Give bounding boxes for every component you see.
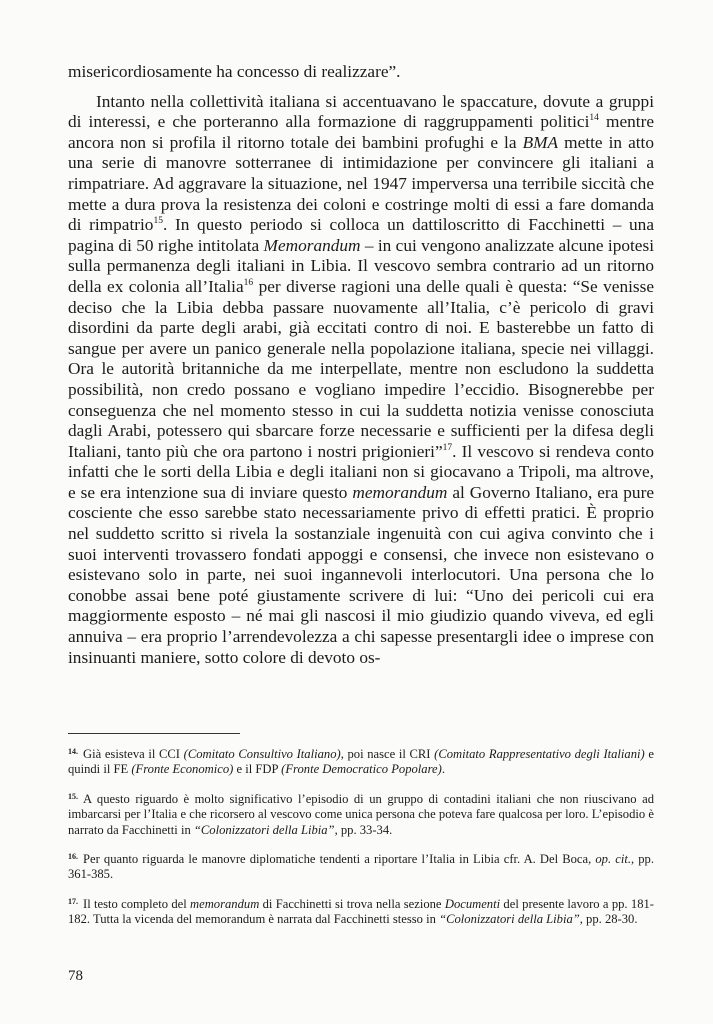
text-run: , poi nasce il CRI bbox=[340, 747, 435, 761]
text-run: mette in atto una serie di manovre sotterranee di intimidazione per convincere gli italiani a rimpatriare. Ad aggravare la situazione, nel 1947 imperversa una terribile siccità che mette a dura prova la resistenza dei coloni e costringe molti di essi a fare domanda di rimpatrio bbox=[68, 132, 654, 235]
text-italic: Documenti bbox=[444, 896, 501, 911]
text-italic: (Fronte Economico) bbox=[131, 762, 234, 777]
text-run: . In questo periodo si colloca un dattiloscritto di Facchinetti – una pagina di 50 righe intitolata bbox=[68, 215, 654, 255]
text-run: mentre ancora non si profila il ritorno totale dei bambini profughi e la bbox=[68, 112, 654, 152]
footnote-15 bbox=[68, 789, 654, 838]
text-run: – in cui vengono analizzate alcune ipotesi sulla permanenza degli italiani in Libia. Il vescovo sembra contrario ad un ritorno della ex colonia all’Italia bbox=[68, 235, 654, 296]
text-italic: (Comitato Rappresentativo degli Italiani) bbox=[434, 747, 645, 761]
text-run: di Facchinetti si trova nella sezione bbox=[259, 896, 445, 911]
page-number: 78 bbox=[68, 968, 83, 984]
footnote-ref-17[interactable]: 17 bbox=[442, 442, 453, 453]
footnote-number: 15. bbox=[68, 791, 78, 801]
paragraph-continuation: misericordiosamente ha concesso di realizzare”. bbox=[68, 62, 401, 81]
text-italic: “Colonizzatori della Libia” bbox=[439, 912, 580, 927]
text-run: . bbox=[441, 762, 445, 777]
text-italic: (Fronte Democratico Popolare) bbox=[281, 762, 442, 777]
text-run: del presente lavoro a pp. 181-182. Tutta la vicenda del memorandum è narrata dal Facchinetti stesso in bbox=[68, 896, 654, 927]
text-run: , pp. 33-34. bbox=[334, 822, 393, 837]
text-run: e quindi il FE bbox=[68, 747, 654, 777]
text-run: Intanto nella collettività italiana si accentuavano le spaccature, dovute a gruppi di interessi, e che porteranno alla formazione di raggruppamenti politici bbox=[68, 91, 654, 132]
text-italic: memorandum bbox=[352, 482, 448, 502]
footnote-number: 16. bbox=[68, 852, 78, 862]
text-italic: (Comitato Consultivo Italiano) bbox=[183, 747, 341, 761]
text-run: , pp. 28-30. bbox=[579, 912, 638, 927]
text-run: Già esisteva il CCI bbox=[83, 747, 184, 761]
footnote-divider bbox=[68, 733, 240, 734]
footnote-ref-15[interactable]: 15 bbox=[153, 216, 163, 227]
text-run: Il testo completo del bbox=[83, 896, 191, 911]
footnote-ref-16[interactable]: 16 bbox=[243, 277, 254, 288]
footnotes bbox=[68, 744, 654, 939]
text-italic: “Colonizzatori della Libia” bbox=[193, 822, 335, 837]
text-run: , pp. 361-385. bbox=[68, 852, 654, 882]
text-run: e il FDP bbox=[233, 762, 282, 777]
text-run: A questo riguardo è molto significativo l’episodio di un gruppo di contadini italiani che non riuscivano ad imbarcarsi per l’Italia e che ricorsero al vescovo come unica persona che poteva fare qualcosa per loro. L’episodio è narrato da Facchinetti in bbox=[68, 791, 654, 837]
footnote-number: 14. bbox=[68, 747, 78, 756]
paragraph bbox=[68, 92, 654, 669]
footnote-14 bbox=[68, 744, 654, 778]
text-run: Per quanto riguarda le manovre diplomatiche tendenti a riportare l’Italia in Libia cfr. A. Del Boca, bbox=[83, 852, 596, 867]
footnote-ref-14[interactable]: 14 bbox=[589, 113, 599, 124]
footnote-16 bbox=[68, 849, 654, 883]
text-italic: memorandum bbox=[190, 896, 260, 911]
text-run: per diverse ragioni una delle quali è questa: “Se venisse deciso che la Libia debba passare nuovamente all’Italia, c’è pericolo di gravi disordini da parte degli arabi, già eccitati contro di noi. E basterebbe un fatto di sangue per avere un panico generale nella popolazione italiana, specie nei villaggi. Ora le autorità britanniche da me interpellate, mentre non escludono la suddetta possibilità, non credo possano e vogliano impedire l’eccidio. Bisognerebbe per conseguenza che nel momento stesso in cui la suddetta notizia venisse conosciuta dagli Arabi, potessero qui sbarcare forze necessarie e sufficienti per la difesa degli Italiani, tanto più che ora partono i nostri prigionieri” bbox=[68, 276, 655, 461]
main-text bbox=[68, 62, 654, 668]
text-italic: op. cit. bbox=[595, 852, 631, 867]
text-run: al Governo Italiano, era pure cosciente che esso sarebbe stato necessariamente privo di effetti pratici. È proprio nel suddetto scritto si rivela la sostanziale ingenuità con cui agiva convinto che i suoi interventi trovassero fondati appoggi e consensi, che invece non esistevano o esistevano solo in parte, nei suoi ingannevoli interlocutori. Una persona che lo conobbe assai bene poté giustamente scrivere di lui: “Uno dei pericoli cui era maggiormente esposto – né mai gli nascosi il mio giudizio quando viveva, ed egli annuiva – era proprio l’arrendevolezza a chi sapesse presentargli idee o imprese con insinuanti maniere, sotto colore di devoto os- bbox=[68, 482, 654, 667]
text-italic: BMA bbox=[522, 132, 559, 152]
footnote-number: 17. bbox=[68, 896, 78, 906]
text-italic: Memorandum bbox=[263, 235, 361, 255]
text-run: . Il vescovo si rendeva conto infatti che le sorti della Libia e degli italiani non si giocavano a Tripoli, ma altrove, e se era intenzione sua di inviare questo bbox=[68, 441, 654, 502]
footnote-17 bbox=[68, 894, 654, 928]
